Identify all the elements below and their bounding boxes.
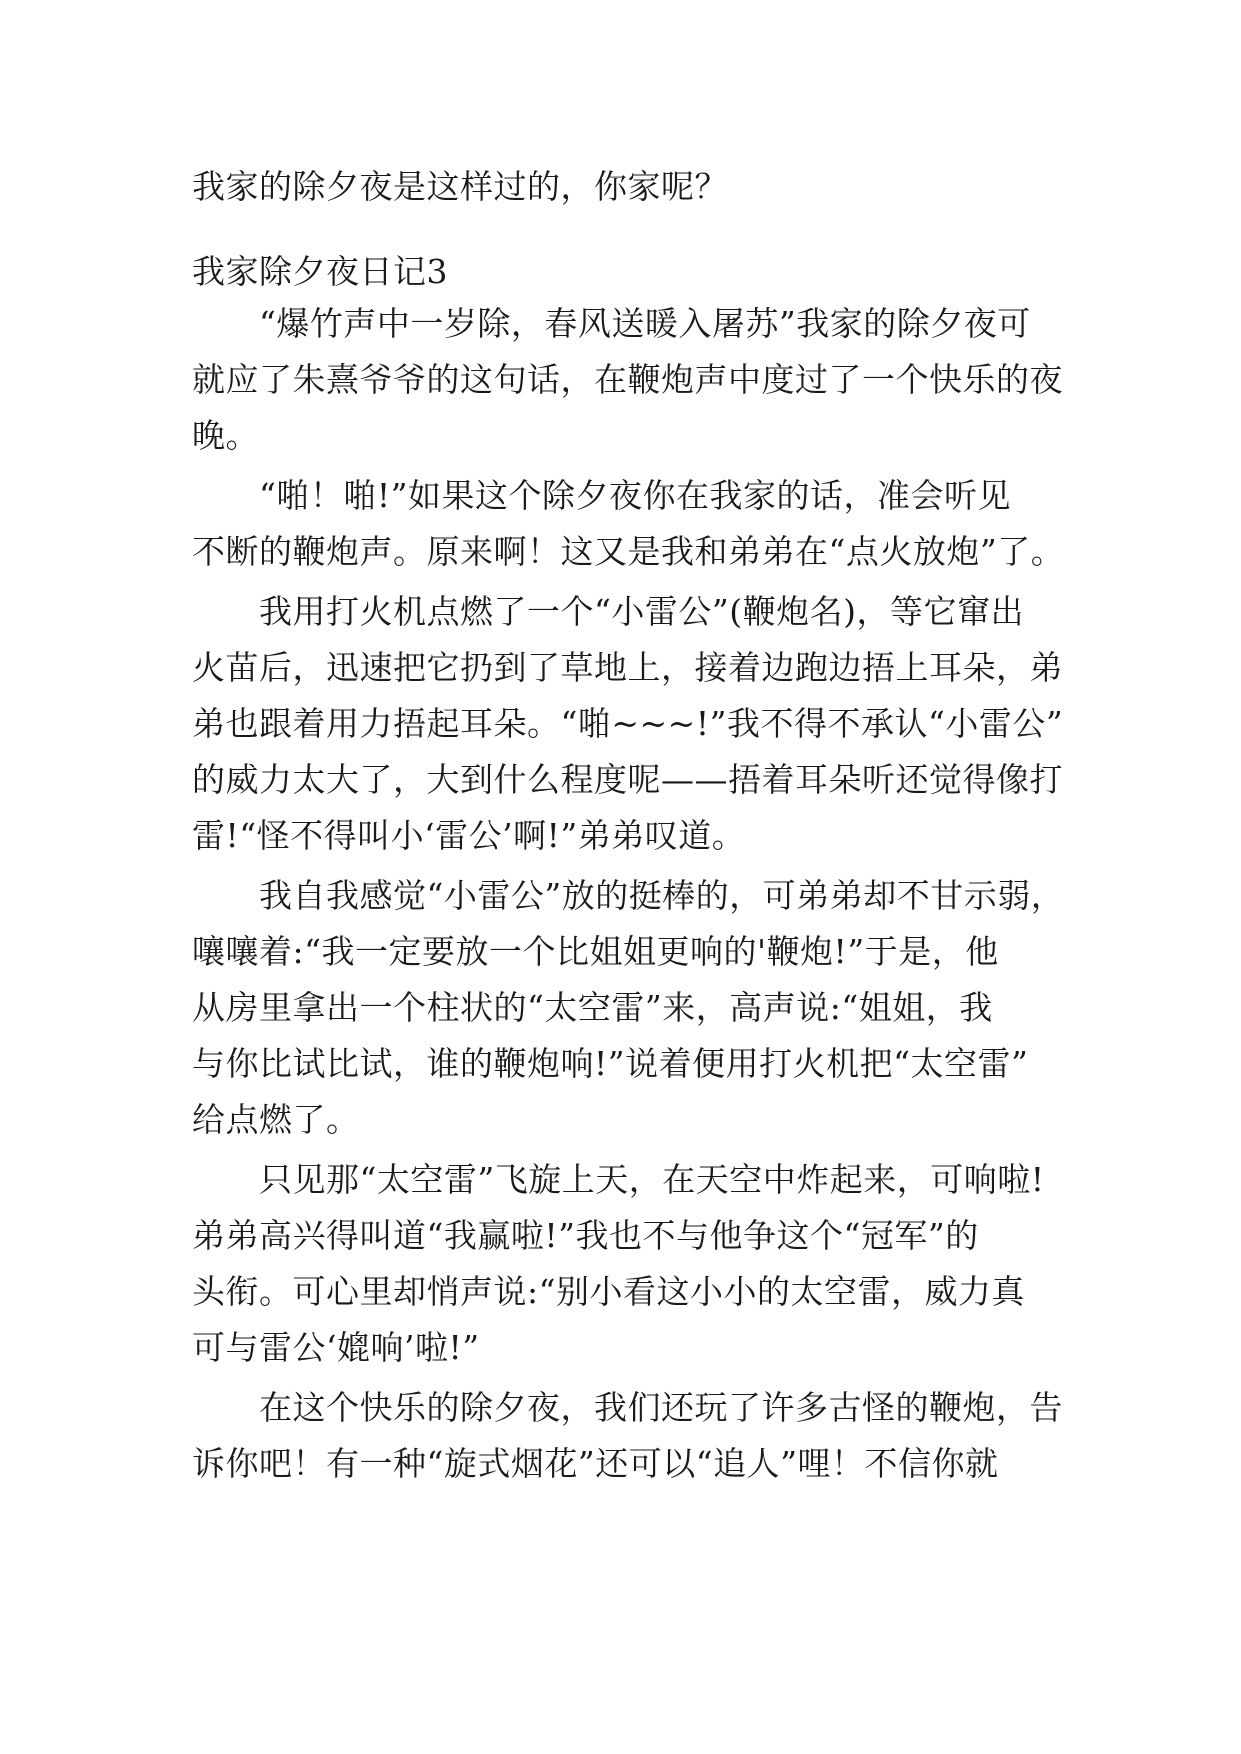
text-line-17: 给点燃了。 xyxy=(192,1100,360,1139)
text-line-23: 诉你吧！有一种“旋式烟花”还可以“追人”哩！不信你就 xyxy=(192,1444,999,1483)
text-line-4: 就应了朱熹爷爷的这句话，在鞭炮声中度过了一个快乐的夜 xyxy=(192,360,1063,399)
text-line-20: 头衔。可心里却悄声说:“别小看这小小的太空雷，威力真 xyxy=(192,1272,1025,1311)
text-line-1: 我家的除夕夜是这样过的，你家呢？ xyxy=(192,167,728,206)
text-line-13: 我自我感觉“小雷公”放的挺棒的，可弟弟却不甘示弱， xyxy=(192,876,1065,915)
text-line-12: 雷!“怪不得叫小‘雷公’啊!”弟弟叹道。 xyxy=(192,816,746,855)
text-line-3: “爆竹声中一岁除，春风送暖入屠苏”我家的除夕夜可 xyxy=(192,304,1031,343)
text-line-5: 晚。 xyxy=(192,416,259,455)
text-line-8: 我用打火机点燃了一个“小雷公”(鞭炮名)，等它窜出 xyxy=(192,592,1024,631)
text-line-21: 可与雷公‘媲响’啦!” xyxy=(192,1328,480,1367)
text-line-6: “啪！啪!”如果这个除夕夜你在我家的话，准会听见 xyxy=(192,476,1012,515)
text-line-9: 火苗后，迅速把它扔到了草地上，接着边跑边捂上耳朵，弟 xyxy=(192,648,1063,687)
text-line-14: 嚷嚷着:“我一定要放一个比姐姐更响的'鞭炮!”于是，他 xyxy=(192,932,999,971)
section-title: 我家除夕夜日记3 xyxy=(192,252,448,291)
text-line-10: 弟也跟着用力捂起耳朵。“啪~~~!”我不得不承认“小雷公” xyxy=(192,704,1064,743)
text-line-19: 弟弟高兴得叫道“我赢啦!”我也不与他争这个“冠军”的 xyxy=(192,1216,979,1255)
text-line-15: 从房里拿出一个柱状的“太空雷”来，高声说:“姐姐，我 xyxy=(192,988,993,1027)
text-line-16: 与你比试比试，谁的鞭炮响!”说着便用打火机把“太空雷” xyxy=(192,1044,1029,1083)
text-line-7: 不断的鞭炮声。原来啊！这又是我和弟弟在“点火放炮”了。 xyxy=(192,532,1065,571)
text-line-18: 只见那“太空雷”飞旋上天，在天空中炸起来，可响啦! xyxy=(192,1160,1045,1199)
text-line-11: 的威力太大了，大到什么程度呢——捂着耳朵听还觉得像打 xyxy=(192,760,1063,799)
text-line-22: 在这个快乐的除夕夜，我们还玩了许多古怪的鞭炮，告 xyxy=(192,1388,1063,1427)
